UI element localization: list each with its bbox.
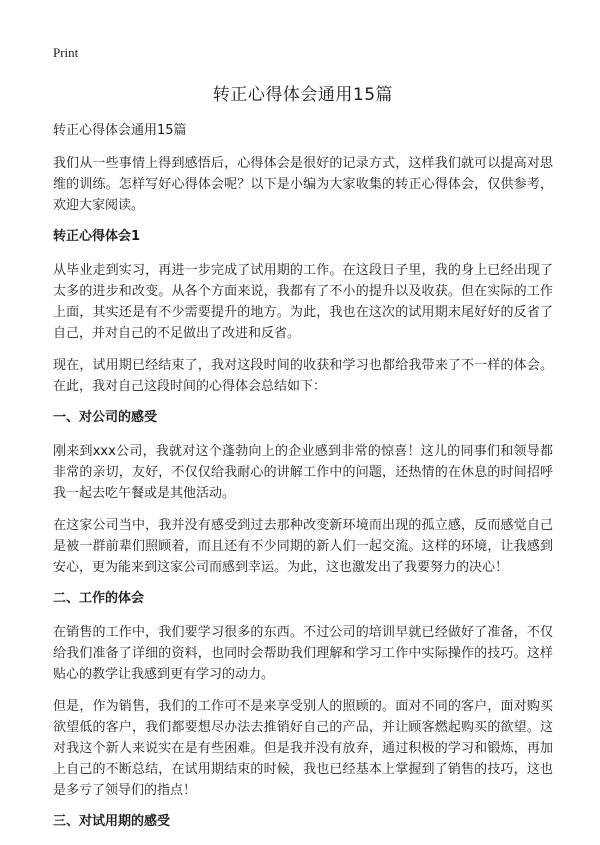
paragraph-4: 在这家公司当中，我并没有感受到过去那种改变新环境而出现的孤立感，反而感觉自己是被一群前辈们照顾着，而且还有不少同期的新人们一起交流。这样的环境，让我感到安心，更为能来到这家公司而感到幸运。为此，这也激发出了我要努力的决心！ (53, 518, 553, 575)
section-heading-1: 转正心得体会1 (53, 229, 141, 244)
paragraph-5: 在销售的工作中，我们要学习很多的东西。不过公司的培训早就已经做好了准备，不仅给我们准备了详细的资料，也同时会帮助我们理解和学习工作中实际操作的技巧。这样贴心的教学让我感到更有学习的动力。 (53, 625, 553, 682)
page-title: 转正心得体会通用15篇 (212, 85, 394, 105)
document-subtitle: 转正心得体会通用15篇 (53, 123, 187, 138)
document-body (53, 120, 553, 845)
intro-paragraph: 我们从一些事情上得到感悟后，心得体会是很好的记录方式，这样我们就可以提高对思维的训练。怎样写好心得体会呢？以下是小编为大家收集的转正心得体会，仅供参考，欢迎大家阅读。 (53, 156, 553, 213)
paragraph-1: 从毕业走到实习，再进一步完成了试用期的工作。在这段日子里，我的身上已经出现了太多的进步和改变。从各个方面来说，我都有了不小的提升以及收获。但在实际的工作上面，其实还是有不少需要提升的地方。为此，我也在这次的试用期末尾好好的反省了自己，并对自己的不足做出了改进和反省。 (53, 263, 553, 341)
paragraph-2: 现在，试用期已经结束了，我对这段时间的收获和学习也都给我带来了不一样的体会。在此，我对自己这段时间的心得体会总结如下： (53, 358, 553, 394)
paragraph-6: 但是，作为销售，我们的工作可不是来享受别人的照顾的。面对不同的客户，面对购买欲望低的客户，我们都要想尽办法去推销好自己的产品，并让顾客燃起购买的欲望。这对我这个新人来说实在是有些困难。但是我并没有放弃，通过积极的学习和锻炼，再加上自己的不断总结，在试用期结束的时候，我也已经基本上掌握到了销售的技巧，这也是多亏了领导们的指点！ (53, 699, 553, 798)
subheading-work: 二、工作的体会 (53, 591, 145, 606)
subheading-probation: 三、对试用期的感受 (53, 814, 171, 829)
subheading-company: 一、对公司的感受 (53, 410, 158, 425)
paragraph-3: 刚来到xxx公司，我就对这个蓬勃向上的企业感到非常的惊喜！这儿的同事们和领导都非常的亲切，友好，不仅仅给我耐心的讲解工作中的问题，还热情的在休息的时间招呼我一起去吃午餐或是其他活动。 (53, 444, 553, 501)
print-link[interactable]: Print (53, 45, 79, 60)
